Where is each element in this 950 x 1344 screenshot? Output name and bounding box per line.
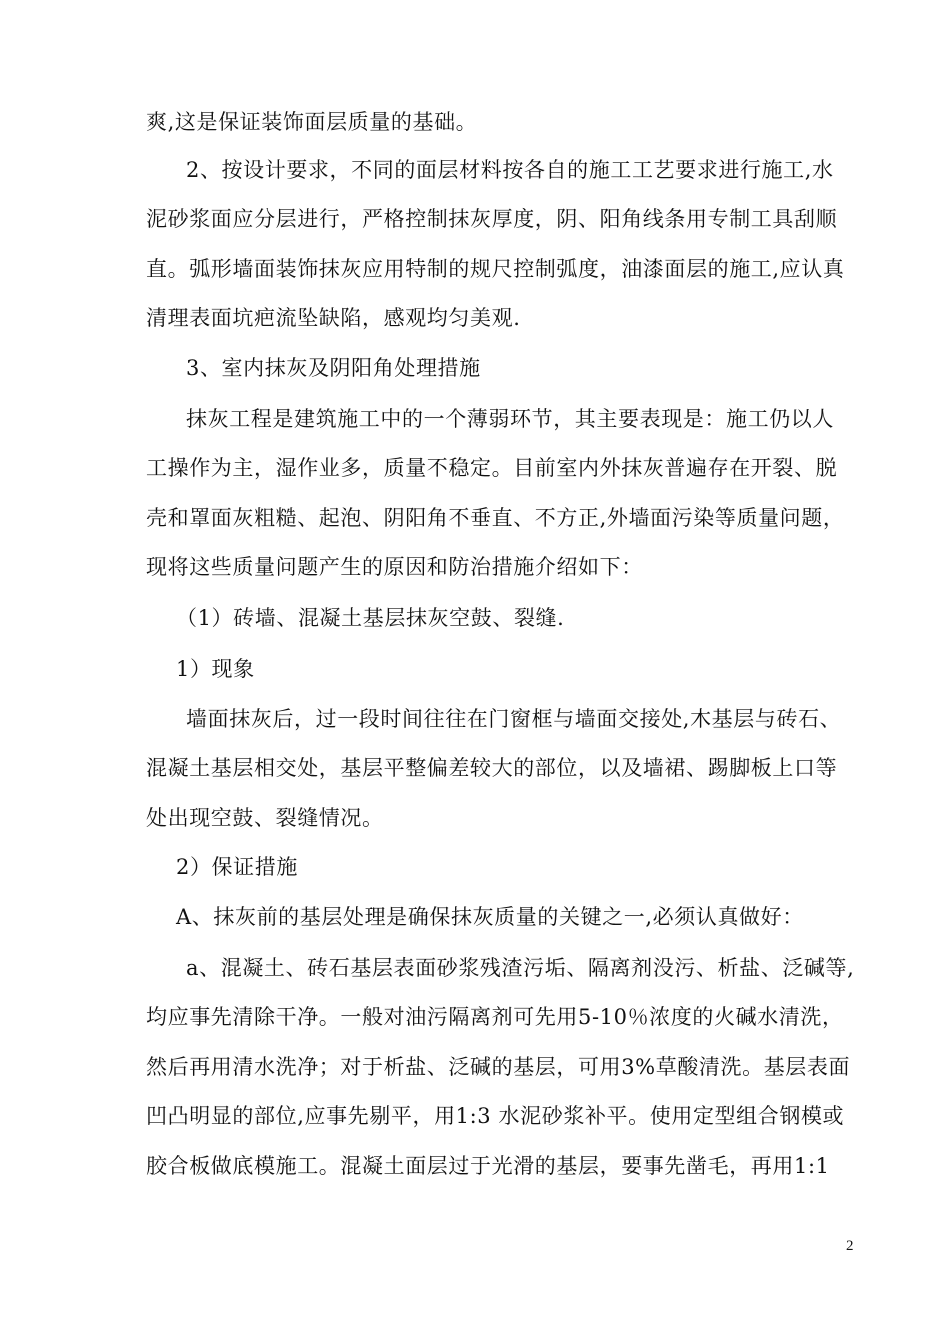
text-line: 现将这些质量问题产生的原因和防治措施介绍如下： [146, 555, 643, 579]
text-line: 爽,这是保证装饰面层质量的基础。 [146, 110, 478, 134]
text-line: 泥砂浆面应分层进行，严格控制抹灰厚度，阴、阳角线条用专制工具刮顺 [146, 207, 838, 231]
subsection-heading: 1）现象 [176, 657, 255, 681]
subsection-heading: （1）砖墙、混凝土基层抹灰空鼓、裂缝. [176, 606, 565, 630]
text-line: 均应事先清除干净。一般对油污隔离剂可先用5-10％浓度的火碱水清洗， [146, 1005, 844, 1029]
text-line: 处出现空鼓、裂缝情况。 [146, 806, 384, 830]
text-line: a、混凝土、砖石基层表面砂浆残渣污垢、隔离剂没污、析盐、泛碱等, [186, 956, 855, 980]
text-line: 墙面抹灰后，过一段时间往往在门窗框与墙面交接处,木基层与砖石、 [186, 707, 842, 731]
text-line: 工操作为主，湿作业多，质量不稳定。目前室内外抹灰普遍存在开裂、脱 [146, 456, 838, 480]
section-heading: 3、室内抹灰及阴阳角处理措施 [186, 356, 481, 380]
text-line: 然后再用清水洗净；对于析盐、泛碱的基层，可用3%草酸清洗。基层表面 [146, 1055, 851, 1079]
page-number: 2 [846, 1238, 854, 1254]
text-line: 2、按设计要求，不同的面层材料按各自的施工工艺要求进行施工,水 [186, 158, 834, 182]
subsection-heading: 2）保证措施 [176, 855, 298, 879]
text-line: 清理表面坑疤流坠缺陷，感观均匀美观. [146, 306, 521, 330]
text-line: A、抹灰前的基层处理是确保抹灰质量的关键之一,必须认真做好： [176, 905, 804, 929]
text-line: 凹凸明显的部位,应事先剔平，用1:3 水泥砂浆补平。使用定型组合钢模或 [146, 1104, 845, 1128]
text-line: 胶合板做底模施工。混凝土面层过于光滑的基层，要事先凿毛，再用1:1 [146, 1154, 830, 1178]
text-line: 壳和罩面灰粗糙、起泡、阴阳角不垂直、不方正,外墙面污染等质量问题， [146, 506, 845, 530]
text-line: 抹灰工程是建筑施工中的一个薄弱环节，其主要表现是：施工仍以人 [186, 407, 834, 431]
text-line: 直。弧形墙面装饰抹灰应用特制的规尺控制弧度，油漆面层的施工,应认真 [146, 257, 845, 281]
text-line: 混凝土基层相交处，基层平整偏差较大的部位，以及墙裙、踢脚板上口等 [146, 756, 838, 780]
